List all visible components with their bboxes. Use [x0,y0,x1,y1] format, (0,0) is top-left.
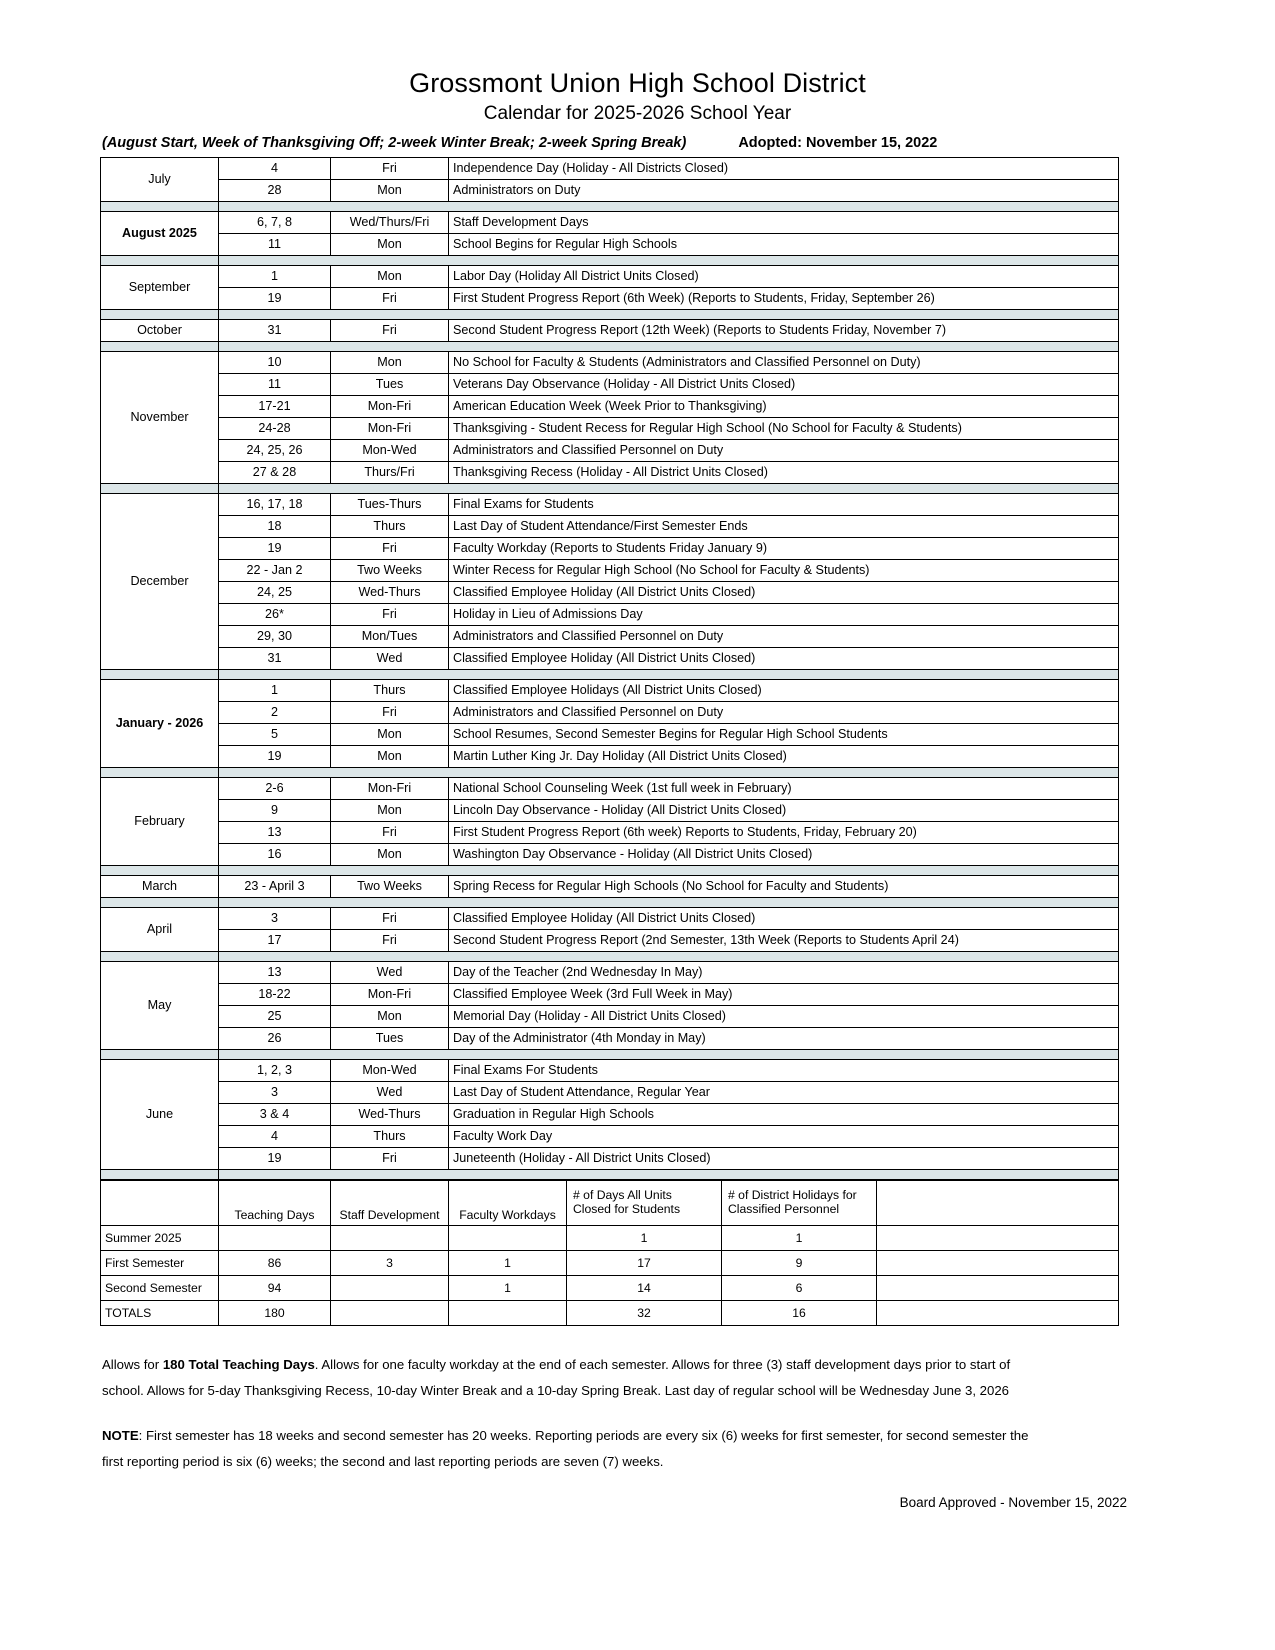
teaching-days-value: 180 [219,1301,331,1326]
date-cell: 31 [219,320,331,342]
day-cell: Tues [331,374,449,396]
district-holidays-value: 16 [722,1301,877,1326]
calendar-row [101,1082,1119,1104]
summary-header-row [101,1181,1119,1226]
summary-column-header: # of District Holidays for Classified Personnel [722,1181,877,1226]
summary-column-header [877,1181,1119,1226]
day-cell: Mon-Fri [331,418,449,440]
date-cell: 11 [219,374,331,396]
date-cell: 2-6 [219,778,331,800]
staff-development-value: 3 [331,1251,449,1276]
date-cell: 13 [219,962,331,984]
description-cell: Final Exams For Students [449,1060,1119,1082]
calendar-row [101,158,1119,180]
subheader-row [100,135,1175,151]
date-cell: 19 [219,288,331,310]
month-separator [101,898,1119,908]
description-cell: Administrators and Classified Personnel on Duty [449,702,1119,724]
calendar-row [101,984,1119,1006]
days-closed-value: 1 [567,1226,722,1251]
calendar-row [101,724,1119,746]
day-cell: Fri [331,908,449,930]
separator-cell [219,768,1119,778]
date-cell: 24-28 [219,418,331,440]
day-cell: Mon [331,844,449,866]
day-cell: Mon [331,724,449,746]
month-label: April [101,908,219,952]
description-cell: Graduation in Regular High Schools [449,1104,1119,1126]
teaching-days-value: 86 [219,1251,331,1276]
calendar-row [101,320,1119,342]
day-cell: Wed [331,962,449,984]
date-cell: 18 [219,516,331,538]
day-cell: Mon [331,746,449,768]
calendar-row [101,746,1119,768]
description-cell: Final Exams for Students [449,494,1119,516]
summary-row [101,1226,1119,1251]
date-cell: 22 - Jan 2 [219,560,331,582]
date-cell: 26 [219,1028,331,1050]
month-separator [101,484,1119,494]
description-cell: Classified Employee Holiday (All District Units Closed) [449,648,1119,670]
summary-column-header: Staff Development [331,1181,449,1226]
description-cell: Independence Day (Holiday - All Districts Closed) [449,158,1119,180]
description-cell: School Begins for Regular High Schools [449,234,1119,256]
separator-cell [101,898,219,908]
description-cell: Administrators and Classified Personnel on Duty [449,626,1119,648]
month-label: March [101,876,219,898]
day-cell: Fri [331,930,449,952]
date-cell: 17 [219,930,331,952]
day-cell: Fri [331,158,449,180]
date-cell: 3 & 4 [219,1104,331,1126]
day-cell: Fri [331,1148,449,1170]
calendar-row [101,266,1119,288]
district-holidays-value: 1 [722,1226,877,1251]
day-cell: Tues-Thurs [331,494,449,516]
description-cell: American Education Week (Week Prior to Thanksgiving) [449,396,1119,418]
date-cell: 26* [219,604,331,626]
note-p2-text: : First semester has 18 weeks and second semester has 20 weeks. Reporting periods are every six (6) weeks for first semester, for second semester the first reporting period is six (6) weeks; the second and last reporting periods are seven (7) weeks. [102,1428,1029,1470]
calendar-row [101,288,1119,310]
day-cell: Mon-Wed [331,1060,449,1082]
separator-cell [219,1170,1119,1180]
separator-cell [219,670,1119,680]
staff-development-value [331,1226,449,1251]
description-cell: Administrators on Duty [449,180,1119,202]
calendar-row [101,626,1119,648]
date-cell: 19 [219,538,331,560]
description-cell: Last Day of Student Attendance/First Semester Ends [449,516,1119,538]
days-closed-value: 32 [567,1301,722,1326]
calendar-row [101,418,1119,440]
summary-table [100,1180,1119,1326]
month-label: August 2025 [101,212,219,256]
calendar-row [101,822,1119,844]
separator-cell [101,1170,219,1180]
separator-cell [219,310,1119,320]
separator-cell [101,484,219,494]
description-cell: Staff Development Days [449,212,1119,234]
description-cell: First Student Progress Report (6th week) Reports to Students, Friday, February 20) [449,822,1119,844]
calendar-row [101,1060,1119,1082]
document-title: Grossmont Union High School District [409,68,866,98]
date-cell: 16 [219,844,331,866]
separator-cell [219,342,1119,352]
note-p2-label: NOTE [102,1428,139,1444]
note-p1-prefix: Allows for [102,1357,163,1372]
day-cell: Tues [331,1028,449,1050]
calendar-row [101,374,1119,396]
date-cell: 9 [219,800,331,822]
date-cell: 27 & 28 [219,462,331,484]
day-cell: Fri [331,604,449,626]
day-cell: Wed/Thurs/Fri [331,212,449,234]
month-separator [101,310,1119,320]
district-holidays-value: 6 [722,1276,877,1301]
calendar-row [101,180,1119,202]
separator-cell [101,670,219,680]
day-cell: Mon-Fri [331,396,449,418]
faculty-workdays-value [449,1226,567,1251]
calendar-row [101,560,1119,582]
description-cell: Thanksgiving Recess (Holiday - All District Units Closed) [449,462,1119,484]
day-cell: Mon [331,1006,449,1028]
date-cell: 16, 17, 18 [219,494,331,516]
month-separator [101,342,1119,352]
day-cell: Mon/Tues [331,626,449,648]
faculty-workdays-value [449,1301,567,1326]
summary-row-label: First Semester [101,1251,219,1276]
summary-column-header: Teaching Days [219,1181,331,1226]
description-cell: Second Student Progress Report (12th Week) (Reports to Students Friday, November 7) [449,320,1119,342]
calendar-row [101,212,1119,234]
note-p1-bold: 180 Total Teaching Days [162,1357,315,1372]
day-cell: Mon-Wed [331,440,449,462]
calendar-structure-note: (August Start, Week of Thanksgiving Off; 2-week Winter Break; 2-week Spring Break) [102,135,687,151]
summary-blank-cell [877,1301,1119,1326]
calendar-row [101,908,1119,930]
date-cell: 1, 2, 3 [219,1060,331,1082]
day-cell: Fri [331,288,449,310]
faculty-workdays-value: 1 [449,1276,567,1301]
separator-cell [219,1050,1119,1060]
summary-row-label: Summer 2025 [101,1226,219,1251]
adopted-date: Adopted: November 15, 2022 [738,135,938,151]
separator-cell [219,866,1119,876]
month-separator [101,768,1119,778]
calendar-row [101,1104,1119,1126]
summary-row [101,1251,1119,1276]
note-paragraph-semester-weeks [102,1423,1052,1474]
note-paragraph-teaching-days [102,1352,1052,1403]
date-cell: 28 [219,180,331,202]
date-cell: 10 [219,352,331,374]
summary-blank-cell [877,1276,1119,1301]
summary-row-label: TOTALS [101,1301,219,1326]
days-closed-value: 17 [567,1251,722,1276]
description-cell: School Resumes, Second Semester Begins for Regular High School Students [449,724,1119,746]
day-cell: Thurs/Fri [331,462,449,484]
description-cell: Winter Recess for Regular High School (No School for Faculty & Students) [449,560,1119,582]
separator-cell [101,952,219,962]
day-cell: Wed [331,1082,449,1104]
month-label: May [101,962,219,1050]
day-cell: Wed-Thurs [331,582,449,604]
document-subtitle: Calendar for 2025-2026 School Year [483,103,792,124]
day-cell: Mon [331,266,449,288]
description-cell: No School for Faculty & Students (Administrators and Classified Personnel on Duty) [449,352,1119,374]
description-cell: Classified Employee Holiday (All District Units Closed) [449,582,1119,604]
description-cell: Thanksgiving - Student Recess for Regular High School (No School for Faculty & Students) [449,418,1119,440]
description-cell: Last Day of Student Attendance, Regular Year [449,1082,1119,1104]
month-label: November [101,352,219,484]
separator-cell [219,202,1119,212]
day-cell: Fri [331,538,449,560]
date-cell: 6, 7, 8 [219,212,331,234]
month-label: September [101,266,219,310]
calendar-row [101,844,1119,866]
date-cell: 5 [219,724,331,746]
description-cell: Day of the Administrator (4th Monday in May) [449,1028,1119,1050]
day-cell: Mon [331,180,449,202]
summary-row [101,1276,1119,1301]
date-cell: 31 [219,648,331,670]
month-separator [101,670,1119,680]
day-cell: Two Weeks [331,876,449,898]
calendar-row [101,930,1119,952]
day-cell: Wed [331,648,449,670]
summary-blank-cell [877,1226,1119,1251]
separator-cell [101,310,219,320]
month-label: February [101,778,219,866]
date-cell: 3 [219,1082,331,1104]
date-cell: 1 [219,680,331,702]
board-approved-line: Board Approved - November 15, 2022 [899,1494,1127,1510]
description-cell: National School Counseling Week (1st full week in February) [449,778,1119,800]
calendar-row [101,778,1119,800]
faculty-workdays-value: 1 [449,1251,567,1276]
calendar-row [101,962,1119,984]
district-holidays-value: 9 [722,1251,877,1276]
month-separator [101,1050,1119,1060]
date-cell: 4 [219,158,331,180]
summary-column-header: # of Days All Units Closed for Students [567,1181,722,1226]
date-cell: 4 [219,1126,331,1148]
staff-development-value [331,1301,449,1326]
description-cell: Administrators and Classified Personnel on Duty [449,440,1119,462]
description-cell: First Student Progress Report (6th Week) (Reports to Students, Friday, September 26) [449,288,1119,310]
calendar-row [101,876,1119,898]
month-label: January - 2026 [101,680,219,768]
separator-cell [101,342,219,352]
month-label: June [101,1060,219,1170]
description-cell: Lincoln Day Observance - Holiday (All District Units Closed) [449,800,1119,822]
description-cell: Holiday in Lieu of Admissions Day [449,604,1119,626]
teaching-days-value: 94 [219,1276,331,1301]
month-separator [101,1170,1119,1180]
month-label: July [101,158,219,202]
description-cell: Classified Employee Holidays (All District Units Closed) [449,680,1119,702]
description-cell: Classified Employee Holiday (All District Units Closed) [449,908,1119,930]
calendar-row [101,494,1119,516]
summary-column-header [101,1181,219,1226]
calendar-row [101,352,1119,374]
calendar-row [101,538,1119,560]
day-cell: Thurs [331,1126,449,1148]
description-cell: Spring Recess for Regular High Schools (No School for Faculty and Students) [449,876,1119,898]
summary-column-header: Faculty Workdays [449,1181,567,1226]
summary-blank-cell [877,1251,1119,1276]
calendar-row [101,396,1119,418]
day-cell: Thurs [331,516,449,538]
separator-cell [101,866,219,876]
footer-notes [100,1352,1052,1475]
day-cell: Mon-Fri [331,778,449,800]
description-cell: Juneteenth (Holiday - All District Units Closed) [449,1148,1119,1170]
description-cell: Washington Day Observance - Holiday (All District Units Closed) [449,844,1119,866]
calendar-row [101,680,1119,702]
month-label: October [101,320,219,342]
date-cell: 2 [219,702,331,724]
day-cell: Mon [331,800,449,822]
calendar-row [101,1126,1119,1148]
separator-cell [219,256,1119,266]
calendar-row [101,800,1119,822]
description-cell: Faculty Work Day [449,1126,1119,1148]
month-label: December [101,494,219,670]
date-cell: 24, 25 [219,582,331,604]
day-cell: Wed-Thurs [331,1104,449,1126]
calendar-row [101,462,1119,484]
calendar-row [101,648,1119,670]
date-cell: 19 [219,746,331,768]
day-cell: Fri [331,822,449,844]
date-cell: 1 [219,266,331,288]
date-cell: 24, 25, 26 [219,440,331,462]
date-cell: 11 [219,234,331,256]
date-cell: 23 - April 3 [219,876,331,898]
date-cell: 17-21 [219,396,331,418]
description-cell: Memorial Day (Holiday - All District Units Closed) [449,1006,1119,1028]
description-cell: Faculty Workday (Reports to Students Friday January 9) [449,538,1119,560]
day-cell: Fri [331,320,449,342]
calendar-table [100,157,1119,1180]
month-separator [101,866,1119,876]
separator-cell [219,898,1119,908]
calendar-row [101,702,1119,724]
calendar-row [101,516,1119,538]
description-cell: Labor Day (Holiday All District Units Closed) [449,266,1119,288]
date-cell: 19 [219,1148,331,1170]
summary-row [101,1301,1119,1326]
date-cell: 13 [219,822,331,844]
calendar-row [101,1028,1119,1050]
calendar-row [101,440,1119,462]
month-separator [101,256,1119,266]
description-cell: Veterans Day Observance (Holiday - All District Units Closed) [449,374,1119,396]
summary-row-label: Second Semester [101,1276,219,1301]
day-cell: Mon-Fri [331,984,449,1006]
days-closed-value: 14 [567,1276,722,1301]
separator-cell [101,256,219,266]
separator-cell [219,952,1119,962]
month-separator [101,202,1119,212]
calendar-row [101,1148,1119,1170]
calendar-row [101,1006,1119,1028]
note-p1-rest: . Allows for one faculty workday at the end of each semester. Allows for three (3) staff development days prior to start of school. Allows for 5-day Thanksgiving Recess, 10-day Winter Break and a 10-day Spring Break. Last day of regular school will be Wednesday June 3, 2026 [102,1357,1011,1398]
description-cell: Classified Employee Week (3rd Full Week in May) [449,984,1119,1006]
date-cell: 3 [219,908,331,930]
calendar-row [101,582,1119,604]
day-cell: Two Weeks [331,560,449,582]
calendar-row [101,604,1119,626]
day-cell: Mon [331,234,449,256]
separator-cell [219,484,1119,494]
day-cell: Thurs [331,680,449,702]
description-cell: Martin Luther King Jr. Day Holiday (All District Units Closed) [449,746,1119,768]
separator-cell [101,768,219,778]
description-cell: Day of the Teacher (2nd Wednesday In May) [449,962,1119,984]
day-cell: Fri [331,702,449,724]
description-cell: Second Student Progress Report (2nd Semester, 13th Week (Reports to Students April 24) [449,930,1119,952]
teaching-days-value [219,1226,331,1251]
calendar-row [101,234,1119,256]
date-cell: 29, 30 [219,626,331,648]
staff-development-value [331,1276,449,1301]
date-cell: 18-22 [219,984,331,1006]
day-cell: Mon [331,352,449,374]
separator-cell [101,202,219,212]
separator-cell [101,1050,219,1060]
date-cell: 25 [219,1006,331,1028]
month-separator [101,952,1119,962]
